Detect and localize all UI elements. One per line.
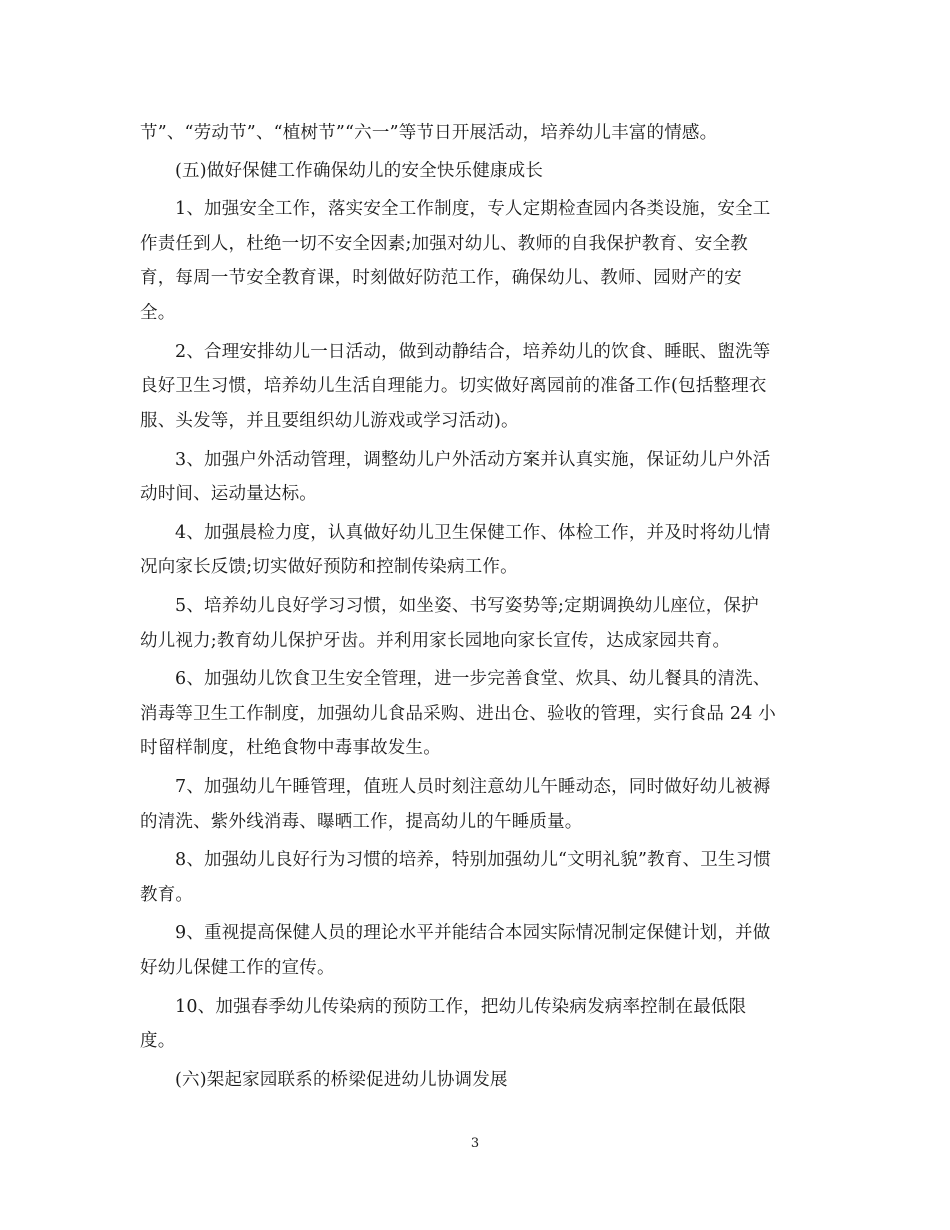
list-item-8-line: 教育。 (140, 885, 194, 905)
list-item-7-line: 的清洗、紫外线消毒、曝晒工作，提高幼儿的午睡质量。 (140, 812, 583, 832)
list-item-8-line: 8、加强幼儿良好行为习惯的培养，特别加强幼儿“文明礼貌”教育、卫生习惯 (175, 850, 772, 870)
list-item-2-line: 2、合理安排幼儿一日活动，做到动静结合，培养幼儿的饮食、睡眠、盥洗等 (175, 342, 771, 362)
list-item-10-line: 10、加强春季幼儿传染病的预防工作，把幼儿传染病发病率控制在最低限 (175, 997, 747, 1017)
list-item-2-line: 服、头发等，并且要组织幼儿游戏或学习活动)。 (140, 411, 519, 431)
list-item-5-line: 幼儿视力;教育幼儿保护牙齿。并利用家长园地向家长宣传，达成家园共育。 (140, 631, 731, 651)
list-item-10-line: 度。 (140, 1031, 176, 1051)
list-item-6-line: 6、加强幼儿饮食卫生安全管理，进一步完善食堂、炊具、幼儿餐具的清洗、 (175, 669, 771, 689)
page-number: 3 (470, 1136, 480, 1151)
list-item-3-line: 3、加强户外活动管理，调整幼儿户外活动方案并认真实施，保证幼儿户外活 (175, 450, 771, 470)
list-item-9-line: 好幼儿保健工作的宣传。 (140, 958, 335, 978)
list-item-1-line: 作责任到人，杜绝一切不安全因素;加强对幼儿、教师的自我保护教育、安全教 (140, 234, 748, 254)
list-item-1-line: 1、加强安全工作，落实安全工作制度，专人定期检查园内各类设施，安全工 (175, 199, 771, 219)
list-item-1-line: 全。 (140, 303, 176, 323)
list-item-3-line: 动时间、运动量达标。 (140, 484, 317, 504)
list-item-1-line: 育，每周一节安全教育课，时刻做好防范工作，确保幼儿、教师、园财产的安 (140, 268, 742, 288)
list-item-2-line: 良好卫生习惯，培养幼儿生活自理能力。切实做好离园前的准备工作(包括整理衣 (140, 376, 767, 396)
section-heading: (五)做好保健工作确保幼儿的安全快乐健康成长 (175, 161, 544, 181)
list-item-6-line: 消毒等卫生工作制度，加强幼儿食品采购、进出仓、验收的管理，实行食品 24 小 (140, 704, 776, 724)
list-item-4-line: 4、加强晨检力度，认真做好幼儿卫生保健工作、体检工作，并及时将幼儿情 (175, 523, 771, 543)
list-item-6-line: 时留样制度，杜绝食物中毒事故发生。 (140, 738, 441, 758)
section-heading: (六)架起家园联系的桥梁促进幼儿协调发展 (175, 1070, 508, 1090)
list-item-9-line: 9、重视提高保健人员的理论水平并能结合本园实际情况制定保健计划，并做 (175, 923, 771, 943)
body-text-line: 节”、“劳动节”、“植树节”“六一”等节日开展活动，培养幼儿丰富的情感。 (140, 123, 718, 143)
list-item-5-line: 5、培养幼儿良好学习习惯，如坐姿、书写姿势等;定期调换幼儿座位，保护 (175, 596, 759, 616)
list-item-7-line: 7、加强幼儿午睡管理，值班人员时刻注意幼儿午睡动态，同时做好幼儿被褥 (175, 777, 771, 797)
list-item-4-line: 况向家长反馈;切实做好预防和控制传染病工作。 (140, 557, 518, 577)
